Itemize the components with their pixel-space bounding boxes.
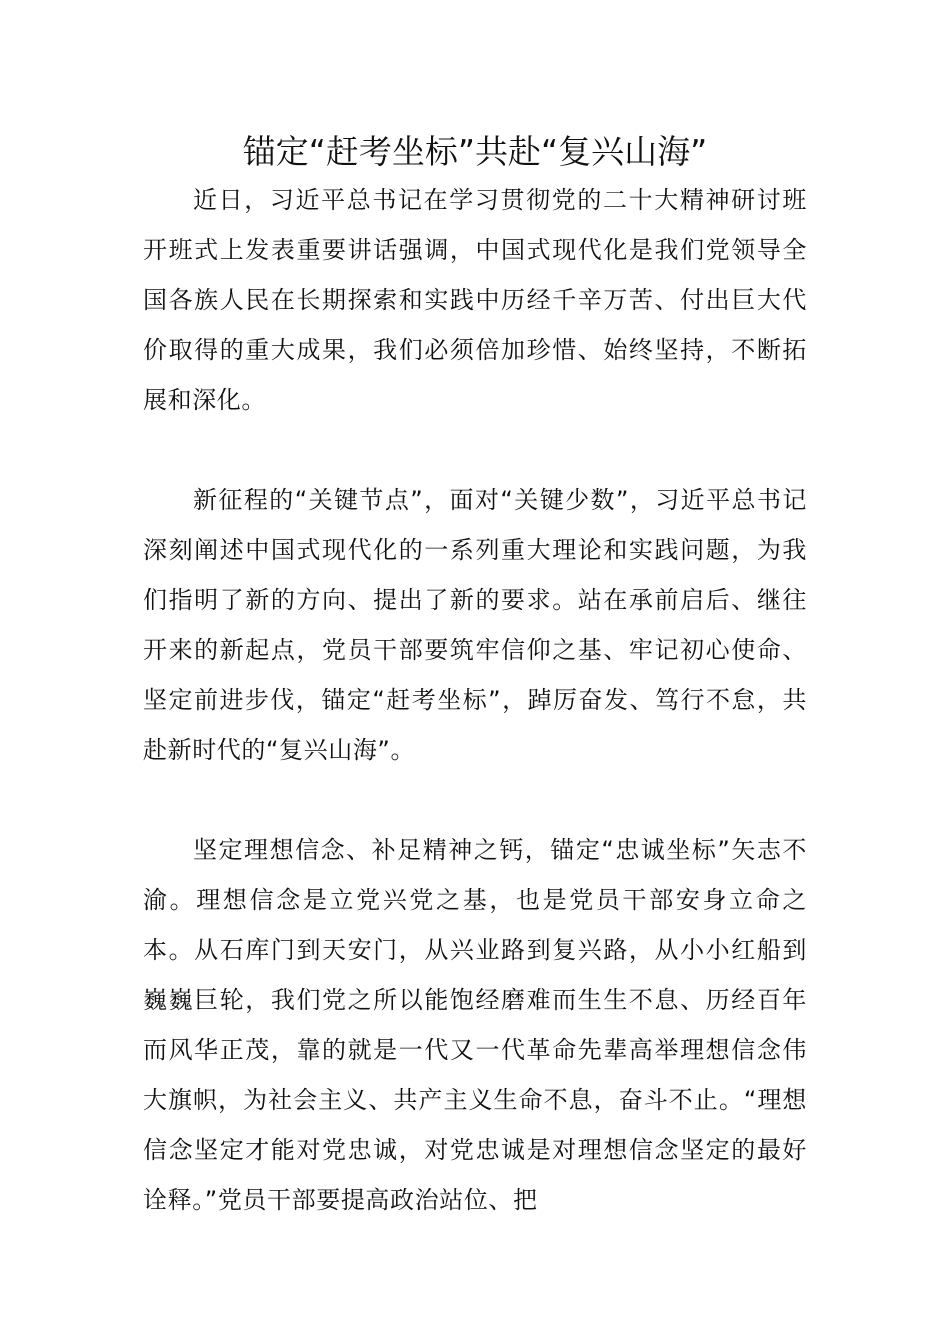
paragraph: 新征程的“关键节点”，面对“关键少数”，习近平总书记深刻阐述中国式现代化的一系列重大理论和实践问题，为我们指明了新的方向、提出了新的要求。站在承前启后、继往开来的新起点，党员干部要筑牢信仰之基、牢记初心使命、坚定前进步伐，锚定“赶考坐标”，踔厉奋发、笃行不怠，共赴新时代的“复兴山海”。 bbox=[143, 486, 807, 764]
document-body bbox=[143, 175, 807, 1225]
paragraph: 近日，习近平总书记在学习贯彻党的二十大精神研讨班开班式上发表重要讲话强调，中国式现代化是我们党领导全国各族人民在长期探索和实践中历经千辛万苦、付出巨大代价取得的重大成果，我们必须倍加珍惜、始终坚持，不断拓展和深化。 bbox=[143, 186, 807, 414]
paragraph: 坚定理想信念、补足精神之钙，锚定“忠诚坐标”矢志不渝。理想信念是立党兴党之基，也是党员干部安身立命之本。从石库门到天安门，从兴业路到复兴路，从小小红船到巍巍巨轮，我们党之所以能饱经磨难而生生不息、历经百年而风华正茂，靠的就是一代又一代革命先辈高举理想信念伟大旗帜，为社会主义、共产主义生命不息，奋斗不止。“理想信念坚定才能对党忠诚，对党忠诚是对理想信念坚定的最好诠释。”党员干部要提高政治站位、把 bbox=[143, 836, 807, 1214]
paragraph-spacer bbox=[143, 425, 807, 475]
paragraph-spacer bbox=[143, 775, 807, 825]
document-title: 锚定“赶考坐标”共赴“复兴山海” bbox=[242, 132, 708, 171]
